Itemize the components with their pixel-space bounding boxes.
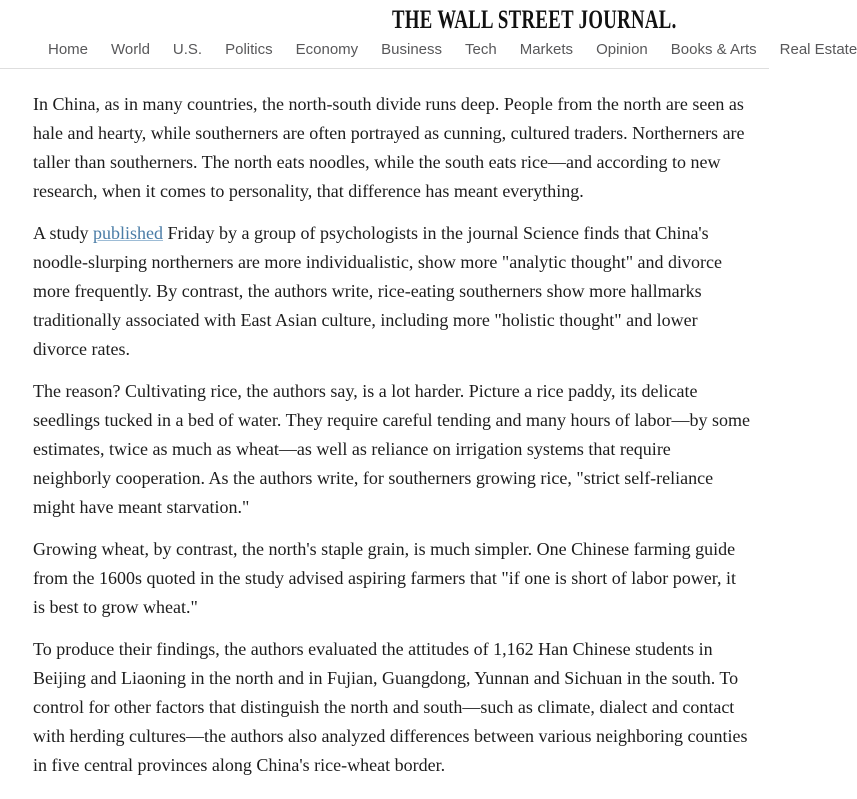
nav-item-opinion[interactable]: Opinion	[596, 41, 648, 58]
wsj-masthead-logo[interactable]: THE WALL STREET JOURNAL.	[392, 5, 677, 34]
nav-item-politics[interactable]: Politics	[225, 41, 273, 58]
paragraph-2-post-text: Friday by a group of psychologists in the journal Science finds that China's noodle-slurping northerners are more individualistic, show more "analytic thought" and divorce more frequently. By contrast, the authors write, rice-eating southerners show more hallmarks traditionally associated with East Asian culture, including more "holistic thought" and lower divorce rates.	[33, 223, 723, 359]
main-nav	[48, 41, 857, 58]
article-paragraph-2	[33, 219, 751, 364]
article-paragraph-3: The reason? Cultivating rice, the authors say, is a lot harder. Picture a rice paddy, its delicate seedlings tucked in a bed of water. They require careful tending and many hours of labor—by some estimates, twice as much as wheat—as well as reliance on irrigation systems that require neighborly cooperation. As the authors write, for southerners growing rice, "strict self-reliance might have meant starvation."	[33, 381, 750, 517]
nav-item-books-arts[interactable]: Books & Arts	[670, 41, 757, 58]
nav-item-us[interactable]: U.S.	[172, 41, 203, 58]
nav-item-world[interactable]: World	[111, 41, 150, 58]
article-body	[0, 69, 769, 780]
nav-item-real-estate[interactable]: Real Estate	[779, 41, 857, 58]
nav-item-business[interactable]: Business	[381, 41, 443, 58]
nav-item-tech[interactable]: Tech	[465, 41, 497, 58]
nav-item-economy[interactable]: Economy	[295, 41, 359, 58]
article-paragraph-1: In China, as in many countries, the north-south divide runs deep. People from the north are seen as hale and hearty, while southerners are often portrayed as cunning, cultured traders. Northerners are taller than southerners. The north eats noodles, while the south eats rice—and according to new research, when it comes to personality, that difference has meant everything.	[33, 94, 745, 201]
nav-item-home[interactable]: Home	[48, 41, 89, 58]
published-link[interactable]: published	[93, 223, 164, 243]
article-paragraph-4: Growing wheat, by contrast, the north's staple grain, is much simpler. One Chinese farming guide from the 1600s quoted in the study advised aspiring farmers that "if one is short of labor power, it is best to grow wheat."	[33, 539, 736, 617]
article-paragraph-5: To produce their findings, the authors evaluated the attitudes of 1,162 Han Chinese students in Beijing and Liaoning in the north and in Fujian, Guangdong, Yunnan and Sichuan in the south. To control for other factors that distinguish the north and south—such as climate, dialect and contact with herding cultures—the authors also analyzed differences between various neighboring counties in five central provinces along China's rice-wheat border.	[33, 639, 748, 775]
paragraph-2-pre-text: A study	[33, 223, 94, 243]
site-header	[0, 0, 857, 69]
nav-item-markets[interactable]: Markets	[519, 41, 574, 58]
